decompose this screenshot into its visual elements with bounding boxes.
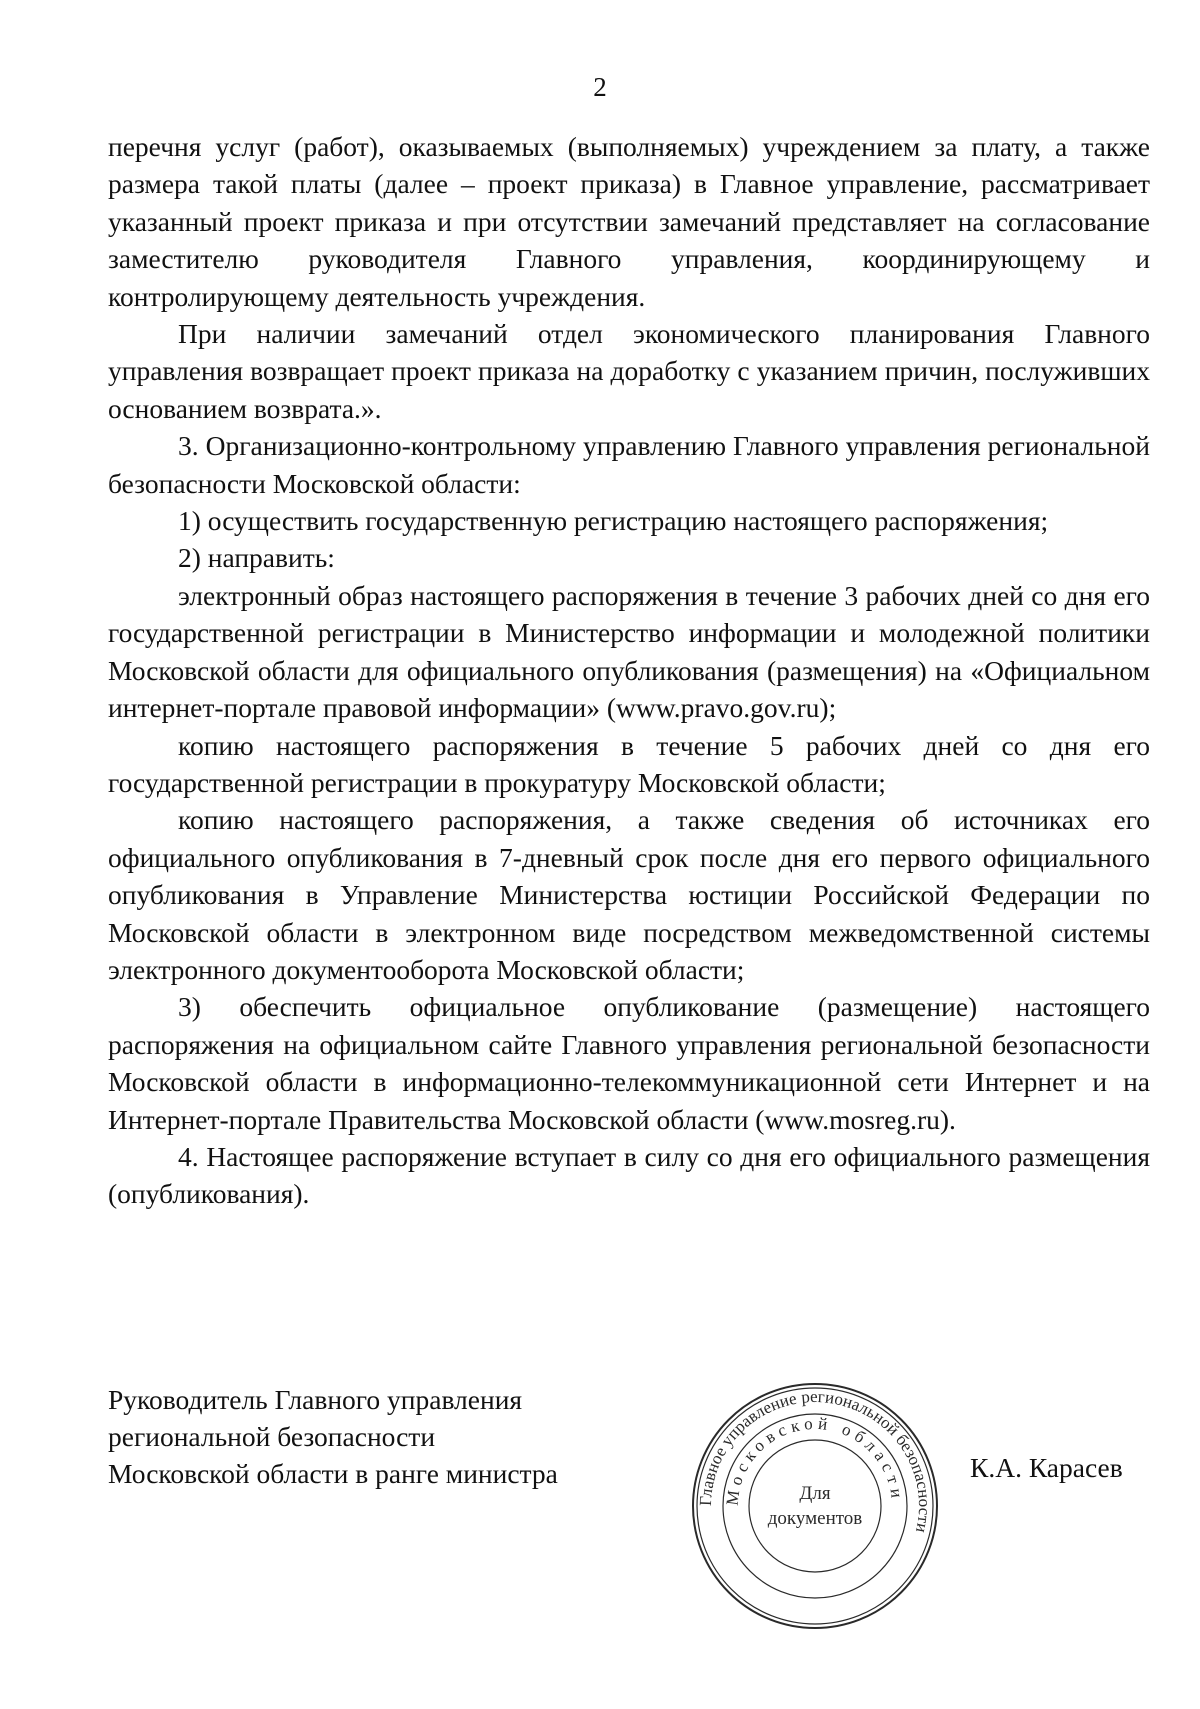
signature-title (108, 1381, 558, 1492)
paragraph-item-3: 3. Организационно-контрольному управлению Главного управления региональной безопасности Московской области: (108, 430, 1150, 499)
signature-title-line: Московской области в ранге министра (108, 1458, 558, 1489)
signature-title-line: региональной безопасности (108, 1421, 436, 1452)
paragraph-subitem-2: 2) направить: (178, 542, 335, 574)
seal-center-text-2: документов (767, 1508, 863, 1529)
page-number: 2 (593, 72, 607, 102)
document-body (108, 128, 1150, 1213)
paragraph-copy-justice: копию настоящего распоряжения, а также сведения об источниках его официального опубликования в 7-дневный срок после дня его первого официального опубликования в Управление Министерства юстиции Российской Федерации по Московской области в электронном виде посредством межведомственной системы электронного документооборота Московской области; (108, 804, 1150, 985)
seal-inner-ring (749, 1440, 881, 1572)
paragraph-electronic-image: электронный образ настоящего распоряжения в течение 3 рабочих дней со дня его государственной регистрации в Министерство информации и молодежной политики Московской области для официального опубликования (размещения) на «Официальном интернет-портале правовой информации» (www.pravo.gov.ru); (108, 579, 1150, 724)
signer-name: К.А. Карасев (970, 1452, 1123, 1483)
seal-outer-text: Главное управление региональной безопасности (695, 1386, 935, 1535)
paragraph-continuation: перечня услуг (работ), оказываемых (выполняемых) учреждением за плату, а также размера такой платы (далее – проект приказа) в Главное управление, рассматривает указанный проект приказа и при отсутствии замечаний представляет на согласование заместителю руководителя Главного управления, координирующему и контролирующему деятельность учреждения. (108, 131, 1150, 312)
seal-inner-text: Московской области (722, 1413, 908, 1507)
paragraph-copy-prosecutor: копию настоящего распоряжения в течение 5 рабочих дней со дня его государственной регистрации в прокуратуру Московской области; (108, 729, 1150, 798)
signature-title-line: Руководитель Главного управления (108, 1384, 523, 1415)
paragraph-subitem-1: 1) осуществить государственную регистрацию настоящего распоряжения; (178, 505, 1049, 537)
paragraph-remarks: При наличии замечаний отдел экономического планирования Главного управления возвращает проект приказа на доработку с указанием причин, послуживших основанием возврата.». (108, 318, 1150, 424)
official-seal (690, 1381, 940, 1631)
paragraph-item-4: 4. Настоящее распоряжение вступает в силу со дня его официального размещения (опубликования). (108, 1140, 1150, 1210)
seal-center-text-1: Для (799, 1483, 831, 1504)
paragraph-subitem-3: 3) обеспечить официальное опубликование (размещение) настоящего распоряжения на официальном сайте Главного управления региональной безопасности Московской области в информационно-телекоммуникационной сети Интернет и на Интернет-портале Правительства Московской области (www.mosreg.ru). (108, 991, 1150, 1135)
